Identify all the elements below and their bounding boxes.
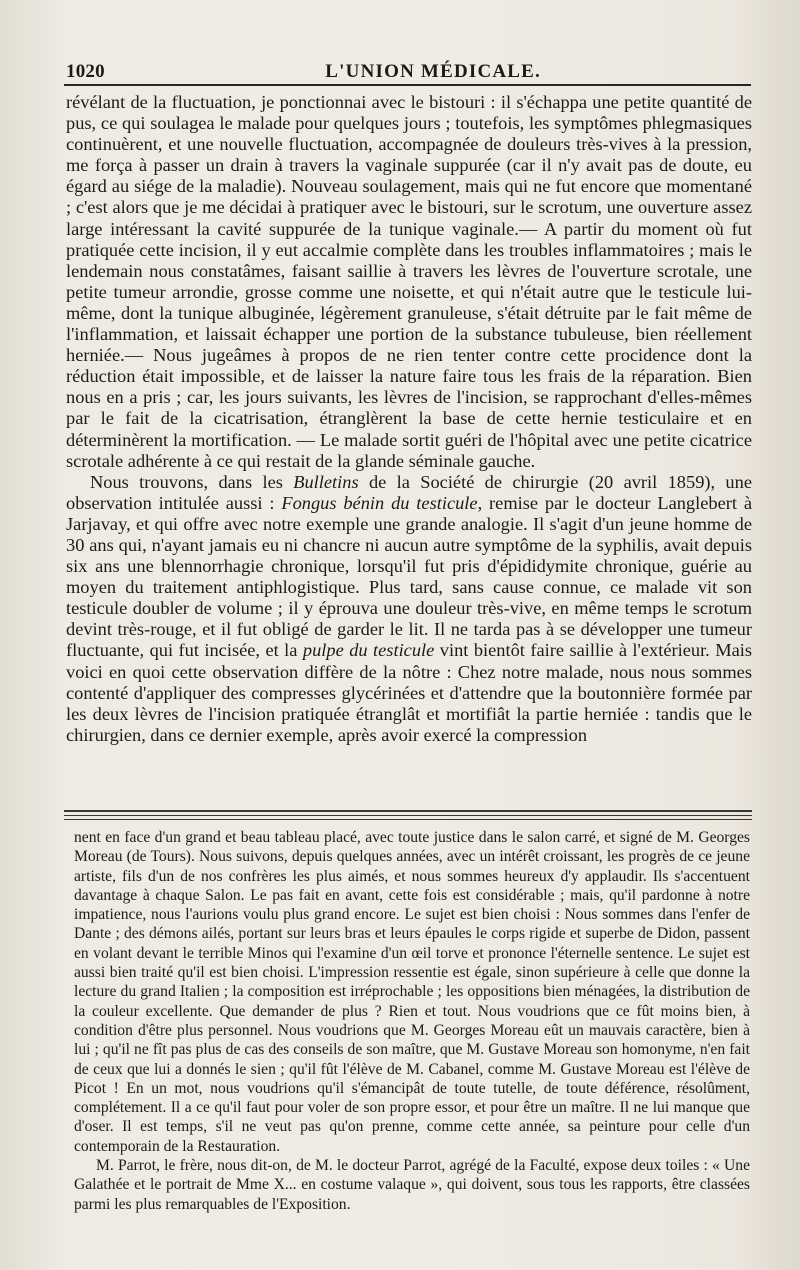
feuilleton-divider xyxy=(64,810,752,821)
feuilleton-text xyxy=(74,828,750,1214)
page-number: 1020 xyxy=(66,61,105,82)
main-article-text xyxy=(66,92,752,746)
para2-part-d: vint bientôt faire saillie à l'extérieur. Mais voici en quoi cette observation diffère de la nôtre : Chez notre malade, nous nous sommes contenté d'appliquer des compresses glycérinées et d'attendre que la boutonnière formée par les deux lèvres de l'incision pratiquée étranglât et mortifiât la partie herniée : tandis que le chirurgien, dans ce dernier exemple, après avoir exercé la compression xyxy=(66,640,752,745)
para2-part-c: , remise par le docteur Langlebert à Jarjavay, et qui offre avec notre exemple une grande analogie. Il s'agit d'un jeune homme de 30 ans qui, n'ayant jamais eu ni chancre ni aucun autre symptôme de la syphilis, avait depuis six ans une blennorrhagie chronique, lorsqu'il fut pris d'épididymite chronique, guérie au moyen du traitement antiphlogistique. Plus tard, sans cause connue, ce malade vit son testicule doubler de volume ; il y éprouva une douleur très-vive, en même temps le scrotum devint très-rouge, et il fut obligé de garder le lit. Il ne tarda pas à se développer une tumeur fluctuante, qui fut incisée, et la xyxy=(66,492,752,661)
divider-rule-bottom xyxy=(64,819,752,820)
running-head xyxy=(66,55,751,83)
divider-rule-top xyxy=(64,810,752,812)
para2-part-a: Nous trouvons, dans les xyxy=(90,471,294,492)
feuilleton-paragraph-2: M. Parrot, le frère, nous dit-on, de M. le docteur Parrot, agrégé de la Faculté, expose deux toiles : « Une Galathée et le portrait de Mme X... en costume valaque », qui doivent, sous tous les rapports, être classées parmi les plus remarquables de l'Exposition. xyxy=(74,1157,750,1213)
journal-title: L'UNION MÉDICALE. xyxy=(325,61,541,82)
feuilleton-paragraph-1: nent en face d'un grand et beau tableau placé, avec toute justice dans le salon carré, et signé de M. Georges Moreau (de Tours). Nous suivons, depuis quelques années, avec un intérêt croissant, les progrès de ce jeune artiste, fils d'un de nos confrères les plus aimés, et nous sommes heureux d'y applaudir. Ils s'accentuent davantage à chaque Salon. Le pas fait en avant, cette fois est considérable ; mais, qu'il pardonne à notre impatience, nous l'aurions voulu plus grand encore. Le sujet est bien choisi : Nous sommes dans l'enfer de Dante ; des démons ailés, portant sur leurs bras et leurs épaules le corps rigide et superbe de Didon, passent en volant devant le terrible Minos qui l'examine d'un œil torve et prononce l'éternelle sentence. Le sujet est aussi bien traité qu'il est bien choisi. L'impression ressentie est égale, sinon supérieure à celle que donne la lecture du grand Italien ; la composition est irréprochable ; les oppositions bien ménagées, la distribution de la couleur excellente. Que demander de plus ? Rien et tout. Nous voudrions que ce fût moins bien, à condition d'être plus personnel. Nous voudrions que M. Georges Moreau eût un mauvais caractère, bien à lui ; qu'il ne fît pas plus de cas des conseils de son maître, que M. Gustave Moreau son homonyme, n'en fait de ceux que lui a donnés le sien ; qu'il fût l'élève de M. Cabanel, comme M. Gustave Moreau est l'élève de Picot ! En un mot, nous voudrions qu'il s'émancipât de toute tutelle, de toute déférence, résolûment, complétement. Il a ce qu'il faut pour voler de son propre essor, et pour être un maître. Il ne lui manque que d'oser. Il est temps, s'il ne veut pas qu'on prenne, comme cette année, sa peinture pour celle d'un contemporain de la Restauration. xyxy=(74,829,750,1155)
bulletins-italic: Bulletins xyxy=(293,471,359,492)
fongus-title-italic: Fongus bénin du testicule xyxy=(281,492,478,513)
main-paragraph-2 xyxy=(66,472,752,746)
pulpe-italic: pulpe du testicule xyxy=(302,640,435,661)
header-rule xyxy=(64,84,751,86)
main-paragraph-1: révélant de la fluctuation, je ponctionnai avec le bistouri : il s'échappa une petite quantité de pus, ce qui soulagea le malade pour quelques jours ; toutefois, les symptômes phlegmasiques continuèrent, et une nouvelle fluctuation, accompagnée de douleurs très-vives à la pression, me força à passer un drain à travers la vaginale suppurée (car il n'y avait pas de doute, eu égard au siége de la maladie). Nouveau soulagement, mais qui ne fut encore que momentané ; c'est alors que je me décidai à pratiquer avec le bistouri, sur le scrotum, une ouverture assez large intéressant la cavité suppurée de la tunique vaginale.— A partir du moment où fut pratiquée cette incision, il y eut accalmie complète dans les troubles inflammatoires ; mais le lendemain nous constatâmes, faisant saillie à travers les lèvres de l'ouverture scrotale, une petite tumeur arrondie, grosse comme une noisette, et qui n'était autre que le testicule lui-même, dont la tunique albuginée, légèrement granuleuse, s'était détruite par le fait même de l'inflammation, et laissait échapper une portion de la substance tubuleuse, bien réellement herniée.— Nous jugeâmes à propos de ne rien tenter contre cette procidence dont la réduction était impossible, et de laisser la nature faire tous les frais de la réparation. Bien nous en a pris ; car, les jours suivants, les lèvres de l'incision, se rapprochant d'elles-mêmes par le fait de la cicatrisation, étranglèrent la base de cette hernie testiculaire et en déterminèrent la mortification. — Le malade sortit guéri de l'hôpital avec une petite cicatrice scrotale adhérente à ce qui restait de la glande séminale gauche. xyxy=(66,92,752,471)
divider-rule-middle xyxy=(64,815,752,816)
para2-part-b: de la Société de chirurgie (20 avril 1859), une observation intitulée aussi : xyxy=(66,471,752,513)
